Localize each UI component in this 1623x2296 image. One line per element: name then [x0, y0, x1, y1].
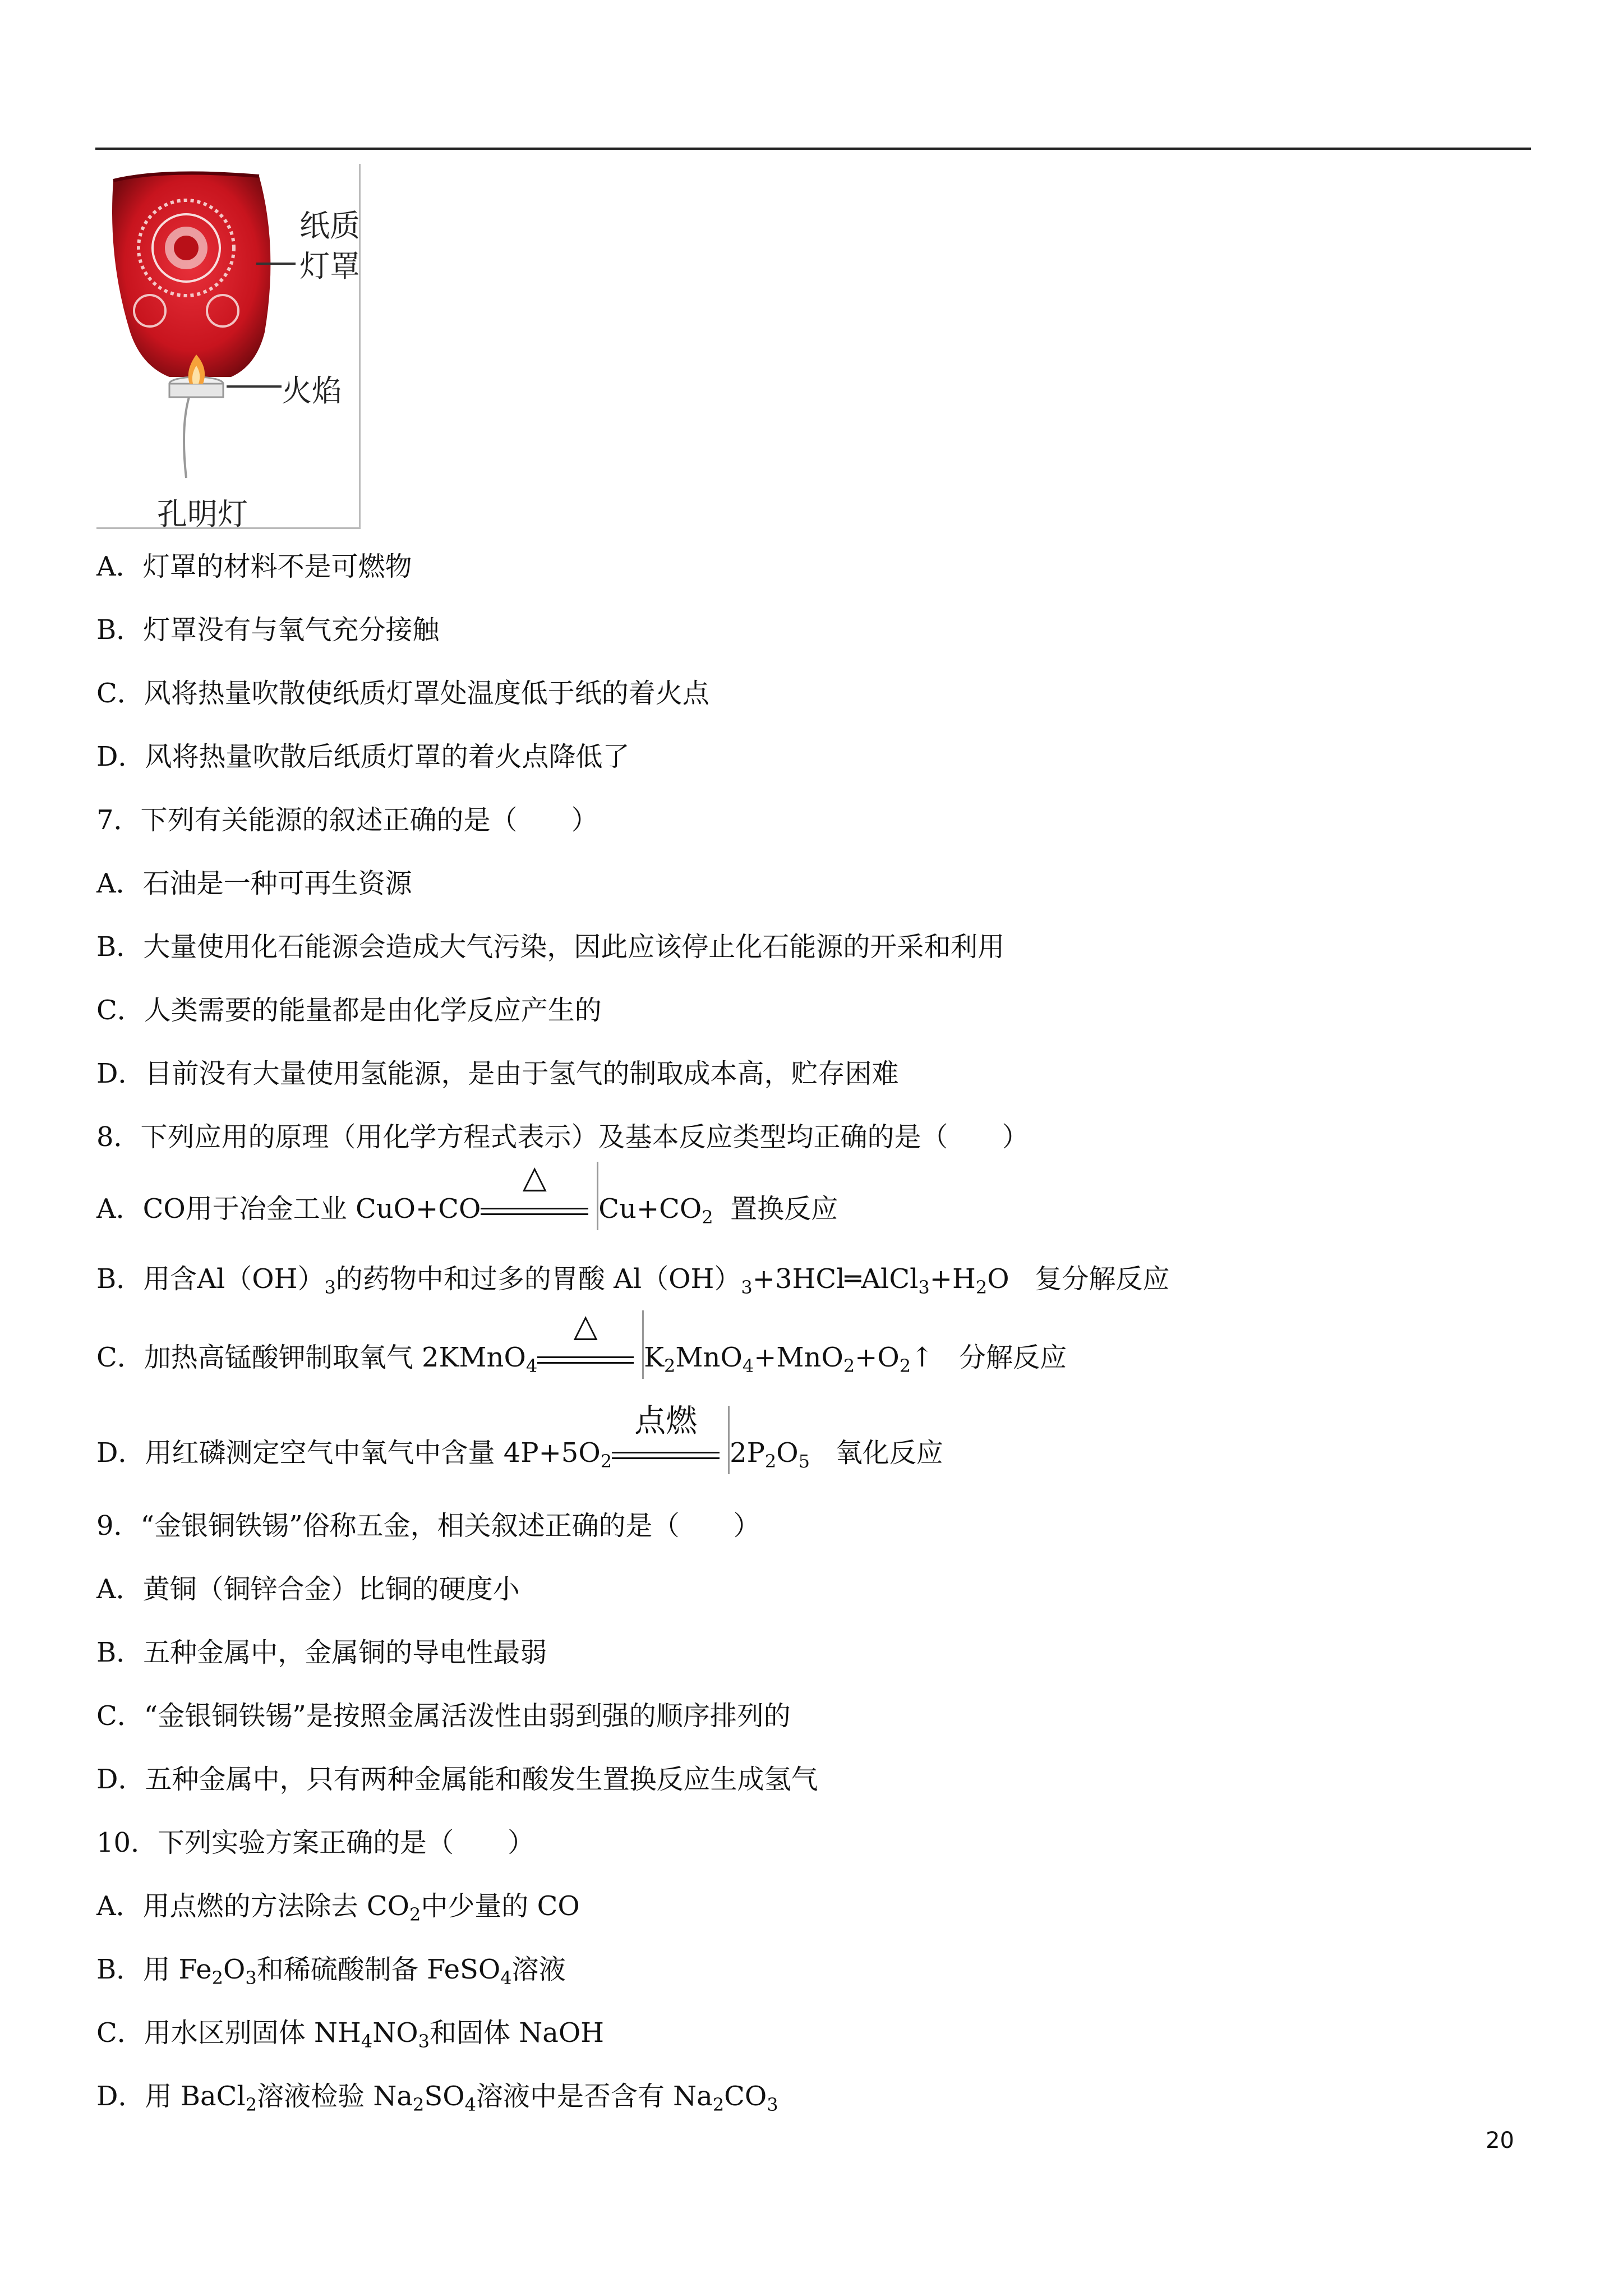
- q8d-prod-2: O: [776, 1437, 799, 1469]
- label-flame: 火焰: [282, 373, 342, 408]
- q10b-sub-3: 4: [500, 1967, 512, 1989]
- q8c-sub-5: 2: [899, 1355, 911, 1377]
- q9-stem: 9．“金银铜铁锡”俗称五金，相关叙述正确的是（ ）: [96, 1510, 760, 1542]
- q7-option-c: C．人类需要的能量都是由化学反应产生的: [96, 995, 602, 1026]
- q7-option-a: A．石油是一种可再生资源: [96, 868, 412, 899]
- q10a-text-1: A．用点燃的方法除去 CO: [96, 1890, 410, 1922]
- q8-option-a: [96, 1159, 838, 1228]
- q10a-text-2: 中少量的 CO: [421, 1890, 580, 1922]
- q8-option-d: [96, 1403, 943, 1472]
- q10-option-a: [96, 1889, 580, 1923]
- q10d-sub-4: 2: [712, 2094, 725, 2115]
- q10b-text-2: O: [223, 1954, 246, 1985]
- q8c-prod-3: +MnO: [754, 1342, 843, 1373]
- q10d-text-3: SO: [424, 2081, 465, 2112]
- q10b-text-3: 和稀硫酸制备 FeSO: [256, 1954, 501, 1985]
- sky-lantern-figure: [96, 164, 360, 532]
- q8b-sub-1: 3: [324, 1277, 336, 1298]
- q10d-sub-5: 3: [767, 2094, 778, 2115]
- q8a-condition: △: [522, 1159, 547, 1195]
- q8a-sub: 2: [702, 1207, 713, 1228]
- q8b-sub-2: 3: [741, 1277, 753, 1298]
- q8c-gas-arrow: ↑: [911, 1342, 934, 1373]
- q10b-sub-1: 2: [211, 1967, 223, 1989]
- q10c-text-1: C．用水区别固体 NH: [96, 2017, 361, 2049]
- q10d-text-1: D．用 BaCl: [96, 2081, 246, 2112]
- q8c-type: 分解反应: [959, 1342, 1067, 1373]
- q10c-text-3: 和固体 NaOH: [429, 2017, 605, 2049]
- q8c-reactant: C．加热高锰酸钾制取氧气 2KMnO: [96, 1342, 526, 1373]
- q9-option-b: B．五种金属中，金属铜的导电性最弱: [96, 1637, 547, 1668]
- q8d-equation-sign: [612, 1403, 730, 1470]
- q10-option-c: [96, 2016, 604, 2050]
- q8-stem: 8．下列应用的原理（用化学方程式表示）及基本反应类型均正确的是（ ）: [96, 1121, 1029, 1153]
- q8d-prod-1: 2P: [730, 1437, 765, 1469]
- q10c-sub-1: 4: [361, 2031, 373, 2052]
- q8-option-b: [96, 1262, 1169, 1296]
- q8d-sub-3: 5: [798, 1451, 810, 1472]
- q8a-reactants: A．CO用于冶金工业 CuO+CO: [96, 1193, 481, 1225]
- q10b-text-1: B．用 Fe: [96, 1954, 212, 1985]
- q10c-text-2: NO: [372, 2017, 418, 2049]
- q10d-sub-1: 2: [245, 2094, 257, 2115]
- q8c-sub-4: 2: [843, 1355, 855, 1377]
- q10b-text-4: 溶液: [511, 1954, 566, 1985]
- q8c-prod-4: +O: [855, 1342, 900, 1373]
- q8d-type: 氧化反应: [835, 1437, 943, 1469]
- q10a-sub-1: 2: [409, 1904, 421, 1925]
- q10-option-b: [96, 1953, 566, 1989]
- q10d-sub-2: 2: [412, 2094, 425, 2115]
- label-paper: 纸质: [299, 208, 360, 243]
- q10-option-d: [96, 2079, 778, 2113]
- q8c-condition: △: [573, 1308, 598, 1344]
- q8a-equation-sign: [481, 1159, 598, 1226]
- q8-option-c: [96, 1308, 1067, 1377]
- q8c-equation-sign: [537, 1308, 644, 1374]
- q6-option-d: D．风将热量吹散后纸质灯罩的着火点降低了: [96, 741, 630, 772]
- q8c-sub-2: 2: [664, 1355, 676, 1377]
- q10d-sub-3: 4: [464, 2094, 476, 2115]
- q10b-sub-2: 3: [245, 1967, 257, 1989]
- q8c-sub-1: 4: [525, 1355, 538, 1377]
- label-kongming-lantern: 孔明灯: [157, 496, 248, 532]
- q8c-prod-1: K: [644, 1342, 665, 1373]
- q8b-sub-4: 2: [975, 1277, 988, 1298]
- q9-option-a: A．黄铜（铜锌合金）比铜的硬度小: [96, 1573, 520, 1605]
- q8d-condition: 点燃: [634, 1403, 698, 1439]
- q10d-text-4: 溶液中是否含有 Na: [476, 2081, 713, 2112]
- q8d-sub-1: 2: [600, 1451, 612, 1472]
- q8b-text-5: O: [987, 1263, 1009, 1295]
- q8b-text-1: B．用含Al（OH）: [96, 1263, 325, 1295]
- q7-stem: 7．下列有关能源的叙述正确的是（ ）: [96, 804, 598, 836]
- header-rule: [95, 148, 1531, 150]
- q8d-sub-2: 2: [764, 1451, 777, 1472]
- q10d-text-2: 溶液检验 Na: [257, 2081, 413, 2112]
- q6-option-b: B．灯罩没有与氧气充分接触: [96, 614, 440, 646]
- q6-option-c: C．风将热量吹散使纸质灯罩处温度低于纸的着火点: [96, 678, 709, 709]
- q8a-type: 置换反应: [730, 1193, 838, 1225]
- q9-option-d: D．五种金属中，只有两种金属能和酸发生置换反应生成氢气: [96, 1764, 818, 1795]
- q8b-text-4: +H: [929, 1263, 976, 1295]
- q8b-text-3: +3HCl═AlCl: [752, 1263, 919, 1295]
- q8c-sub-3: 4: [742, 1355, 754, 1377]
- q8b-sub-3: 3: [918, 1277, 930, 1298]
- q8b-text-2: 的药物中和过多的胃酸 Al（OH）: [335, 1263, 741, 1295]
- q9-option-c: C．“金银铜铁锡”是按照金属活泼性由弱到强的顺序排列的: [96, 1700, 791, 1732]
- q7-option-b: B．大量使用化石能源会造成大气污染，因此应该停止化石能源的开采和利用: [96, 931, 1005, 963]
- q8c-prod-2: MnO: [675, 1342, 743, 1373]
- q10-stem: 10．下列实验方案正确的是（ ）: [96, 1827, 535, 1858]
- q8b-type: 复分解反应: [1035, 1263, 1170, 1295]
- q8a-products: Cu+CO: [598, 1193, 702, 1225]
- page-number: 20: [1486, 2128, 1514, 2154]
- q10d-text-5: CO: [724, 2081, 767, 2112]
- q10c-sub-2: 3: [418, 2031, 430, 2052]
- label-lampshade: 灯罩: [299, 249, 360, 284]
- q6-option-a: A．灯罩的材料不是可燃物: [96, 551, 412, 582]
- q8d-reactants: D．用红磷测定空气中氧气中含量 4P+5O: [96, 1437, 601, 1469]
- q7-option-d: D．目前没有大量使用氢能源，是由于氢气的制取成本高，贮存困难: [96, 1058, 899, 1089]
